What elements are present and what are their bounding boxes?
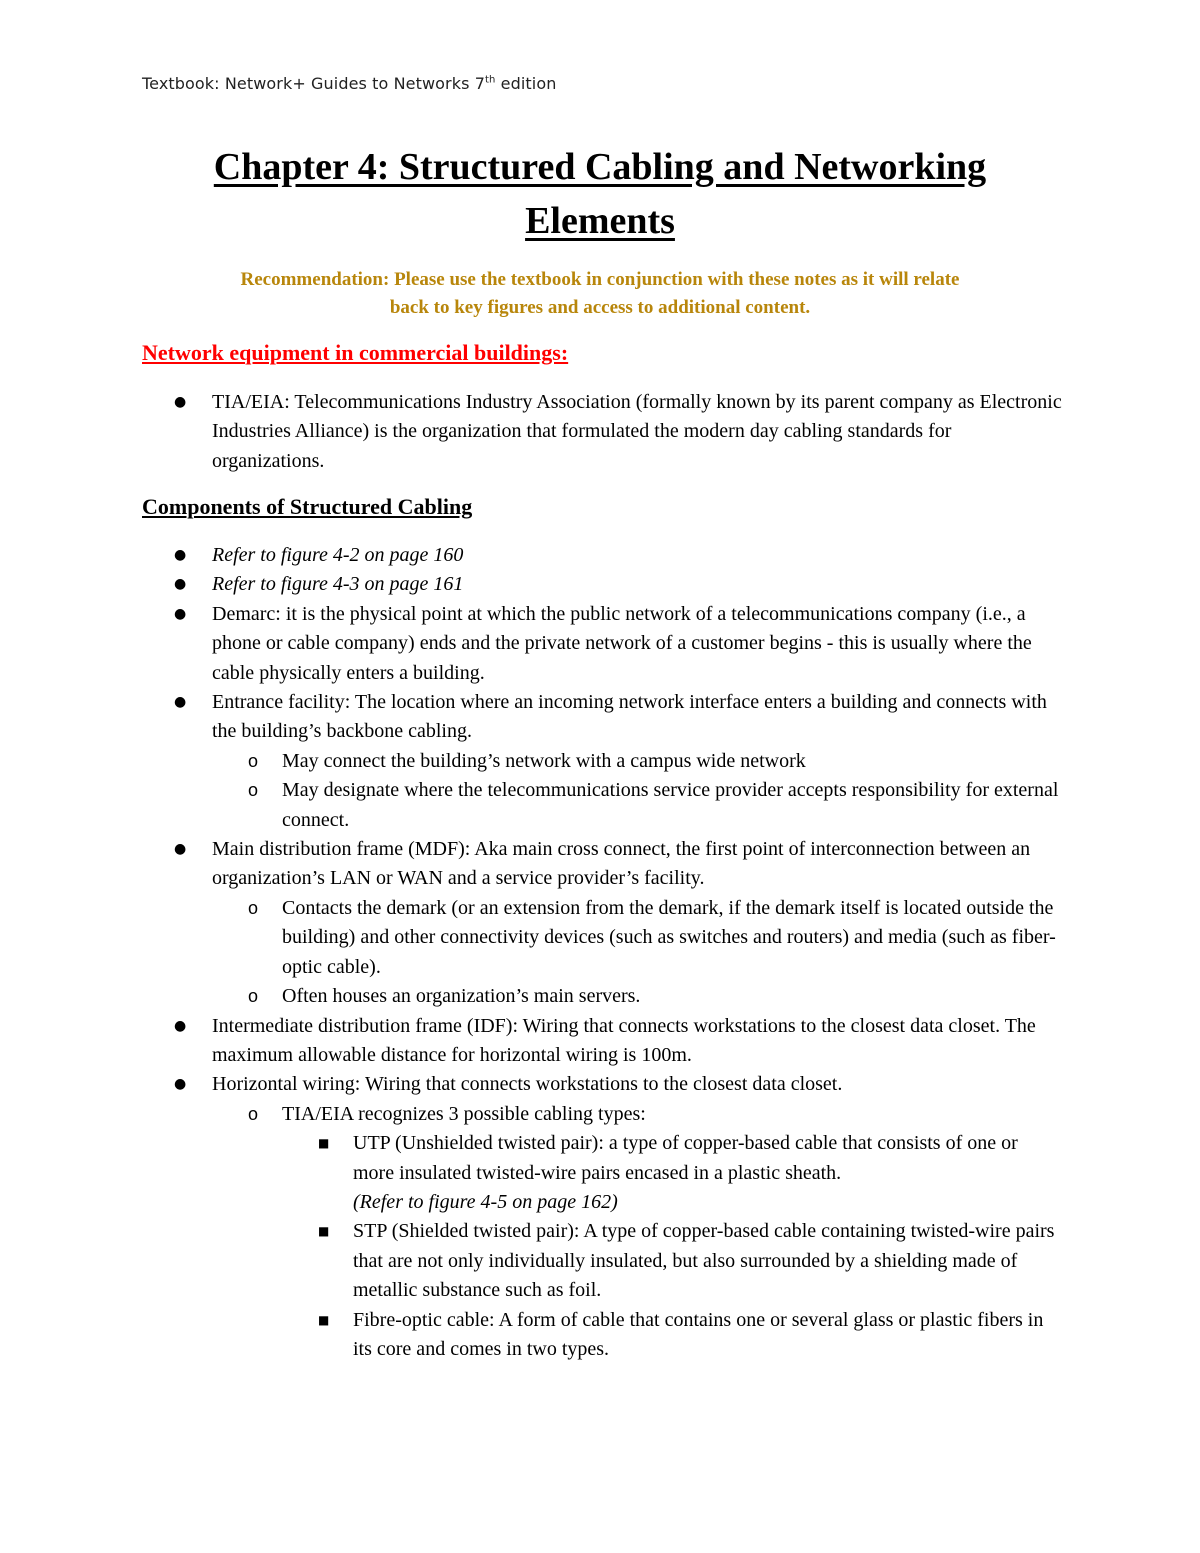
list-item [0, 570, 1200, 599]
header-superscript: th [485, 74, 496, 86]
list-item [0, 1070, 1200, 1099]
chapter-title [100, 140, 1100, 248]
figure-reference: Refer to figure 4-3 on page 161 [212, 573, 464, 596]
circle-bullet-icon: o [248, 780, 259, 801]
sub-list-item [0, 982, 1200, 1011]
circle-bullet-icon: o [248, 897, 259, 918]
entrance-facility-text: Entrance facility: The location where an incoming network interface enters a building and connects with the building’s backbone cabling. [212, 691, 1047, 743]
chapter-title-line2: Elements [525, 200, 675, 242]
circle-bullet-icon: o [248, 986, 259, 1007]
page-header [142, 74, 556, 93]
demarc-text: Demarc: it is the physical point at which the public network of a telecommunications company (i.e., a phone or cable company) ends and the private network of a customer begins - this is usually where the cable physically enters a building. [212, 602, 1032, 684]
horizontal-wiring-text: Horizontal wiring: Wiring that connects workstations to the closest data closet. [212, 1073, 843, 1096]
section1-heading: Network equipment in commercial buildings: [142, 340, 569, 365]
sub-item-text: May designate where the telecommunications service provider accepts responsibility for external connect. [282, 779, 1059, 831]
header-text: Textbook: Network+ Guides to Networks 7 [142, 74, 485, 93]
sub-list-item [0, 1100, 1200, 1129]
bullet-icon: ● [174, 1017, 187, 1034]
square-bullet-icon: ■ [318, 1136, 330, 1151]
list-item-text: TIA/EIA: Telecommunications Industry Association (formally known by its parent company as Electronic Industries Alliance) is the organization that formulated the modern day cabling standards for organizations. [212, 391, 1062, 472]
sub-list-item [0, 894, 1200, 982]
sub-item-text: Often houses an organization’s main servers. [282, 985, 641, 1008]
utp-text: UTP (Unshielded twisted pair): a type of copper-based cable that consists of one or more insulated twisted-wire pairs encased in a plastic sheath. [353, 1132, 1018, 1184]
bullet-icon: ● [174, 576, 187, 593]
bullet-icon: ● [174, 1076, 187, 1093]
sub-item-text: Contacts the demark (or an extension from the demark, if the demark itself is located outside the building) and other connectivity devices (such as switches and routers) and media (such as fiber-optic cable). [282, 896, 1056, 978]
bullet-icon: ● [174, 841, 187, 858]
sub-list-item [0, 776, 1200, 835]
stp-text: STP (Shielded twisted pair): A type of copper-based cable containing twisted-wire pairs that are not only individually insulated, but also surrounded by a shielding made of metallic substance such as foil. [353, 1220, 1055, 1302]
square-bullet-icon: ■ [318, 1224, 330, 1239]
figure-reference: Refer to figure 4-2 on page 160 [212, 544, 464, 566]
sub-sub-list-item [0, 1217, 1200, 1305]
list-item [0, 388, 1200, 476]
utp-figure-reference: (Refer to figure 4-5 on page 162) [353, 1190, 618, 1213]
sub-list-item [0, 747, 1200, 776]
chapter-title-line1: Chapter 4: Structured Cabling and Networking [213, 146, 987, 188]
sub-item-text: May connect the building’s network with a campus wide network [282, 749, 806, 772]
bullet-icon: ● [174, 605, 187, 622]
circle-bullet-icon: o [248, 1103, 259, 1124]
section2-heading: Components of Structured Cabling [142, 494, 473, 519]
list-item [0, 1012, 1200, 1071]
list-item [0, 835, 1200, 894]
bullet-icon: ● [174, 394, 187, 410]
sub-item-text: TIA/EIA recognizes 3 possible cabling types: [282, 1102, 646, 1125]
idf-text: Intermediate distribution frame (IDF): Wiring that connects workstations to the closest data closet. The maximum allowable distance for horizontal wiring is 100m. [212, 1014, 1036, 1066]
sub-sub-list-item [0, 1129, 1200, 1217]
circle-bullet-icon: o [248, 750, 259, 771]
list-item [0, 600, 1200, 688]
header-suffix: edition [495, 74, 557, 93]
square-bullet-icon: ■ [318, 1312, 330, 1327]
section2-list [0, 541, 1200, 1364]
recommendation-note [100, 266, 1100, 322]
section1-list [0, 388, 1200, 476]
list-item [0, 541, 1200, 570]
list-item [0, 688, 1200, 747]
utp-block [353, 1129, 1063, 1217]
fibre-optic-text: Fibre-optic cable: A form of cable that contains one or several glass or plastic fibers in its core and comes in two types. [353, 1308, 1044, 1360]
bullet-icon: ● [174, 547, 187, 563]
sub-sub-list-item [0, 1306, 1200, 1365]
bullet-icon: ● [174, 694, 187, 711]
recommendation-line2: back to key figures and access to additional content. [389, 297, 811, 318]
mdf-text: Main distribution frame (MDF): Aka main cross connect, the first point of interconnection between an organization’s LAN or WAN and a service provider’s facility. [212, 838, 1031, 890]
recommendation-line1: Recommendation: Please use the textbook in conjunction with these notes as it will relate [240, 269, 960, 290]
